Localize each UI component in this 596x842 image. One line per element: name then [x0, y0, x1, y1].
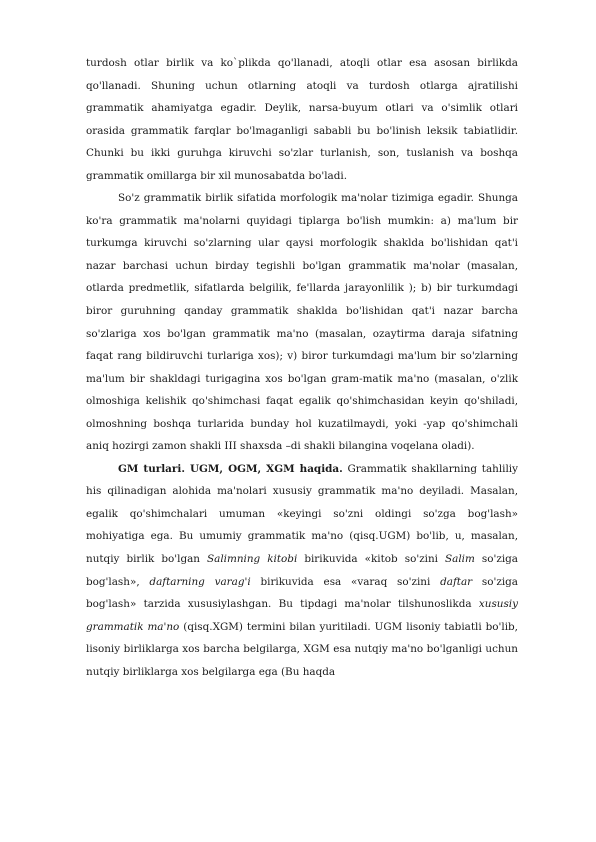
document-body	[86, 52, 518, 683]
paragraph	[86, 458, 518, 683]
text-segment: turdosh otlar birlik va ko`plikda qo'llanadi, atoqli otlar esa asosan birlikda qo'llanadi. Shuning uchun otlarning atoqli va turdosh otlarga ajratilishi grammatik ahamiyatga egadir. Deylik, narsa-buyum otlari va o'simlik otlari orasida grammatik farqlar bo'lmaganligi sababli bu bo'linish leksik tabiatlidir. Chunki bu ikki guruhga kiruvchi so'zlar turlanish, son, tuslanish va boshqa grammatik omillarga bir xil munosabatda bo'ladi.	[86, 57, 518, 182]
text-segment: (qisq.XGM) termini bilan yuritiladi. UGM lisoniy tabiatli bo'lib, lisoniy birliklarga xos barcha belgilarga, XGM esa nutqiy ma'no bo'lganligi uchun nutqiy birliklarga xos belgilarga ega (Bu haqda	[86, 620, 518, 678]
text-segment: so'ziga bog'lash» tarzida xususiylashgan. Bu tipdagi ma'nolar tilshunoslikda	[86, 575, 519, 611]
text-segment: So'z grammatik birlik sifatida morfologik ma'nolar tizimiga egadir. Shunga ko'ra grammatik ma'nolarni quyidagi tiplarga bo'lish mumkin: a) ma'lum bir turkumga kiruvchi so'zlarning ular qaysi morfologik shaklda bo'lishidan qat'i nazar barchasi uchun birday tegishli bo'lgan grammatik ma'nolar (masalan, otlarda predmetlik, sifatlarda belgilik, fe'llarda jarayonlilik ); b) bir turkumdagi biror guruhning qanday grammatik shaklda bo'lishidan qat'i nazar barcha so'zlariga xos bo'lgan grammatik ma'no (masalan, ozaytirma daraja sifatning faqat rang bildiruvchi turlariga xos); v) biror turkumdagi ma'lum bir so'zlarning ma'lum bir shakldagi turigagina xos bo'lgan gram-matik ma'no (masalan, o'zlik olmoshiga kelishik qo'shimchasi faqat egalik qo'shimchasidan keyin qo'shiladi, olmoshning boshqa turlarida bunday hol kuzatilmaydi, yoki -yap qo'shimchali aniq hozirgi zamon shakli III shaxsda –di shakli bilangina voqelana oladi).	[86, 192, 518, 453]
paragraph	[86, 187, 518, 458]
text-segment: Grammatik shakllarning tahliliy his qilinadigan alohida ma'nolari xususiy grammatik ma'no deyiladi. Masalan, egalik qo'shimchalari umuman «keyingi so'zni oldingi so'zga bog'lash» mohiyatiga ega. Bu umumiy grammatik ma'no (qisq.UGM) bo'lib, u, masalan, nutqiy birlik bo'lgan	[86, 462, 518, 566]
text-segment: so'ziga bog'lash»,	[86, 553, 518, 588]
text-segment: birikuvida esa «varaq so'zini	[250, 575, 441, 588]
section-heading: GM turlari. UGM, OGM, XGM haqida.	[118, 462, 343, 475]
italic-text: Salim	[445, 553, 475, 566]
text-segment: birikuvida «kitob so'zini	[297, 553, 446, 566]
paragraph	[86, 52, 518, 187]
italic-text: daftar	[440, 575, 473, 588]
italic-text: Salimning kitobi	[207, 553, 298, 566]
italic-text: daftarning varag'i	[149, 575, 251, 588]
italic-text: xususiy grammatik ma'no	[86, 598, 518, 633]
